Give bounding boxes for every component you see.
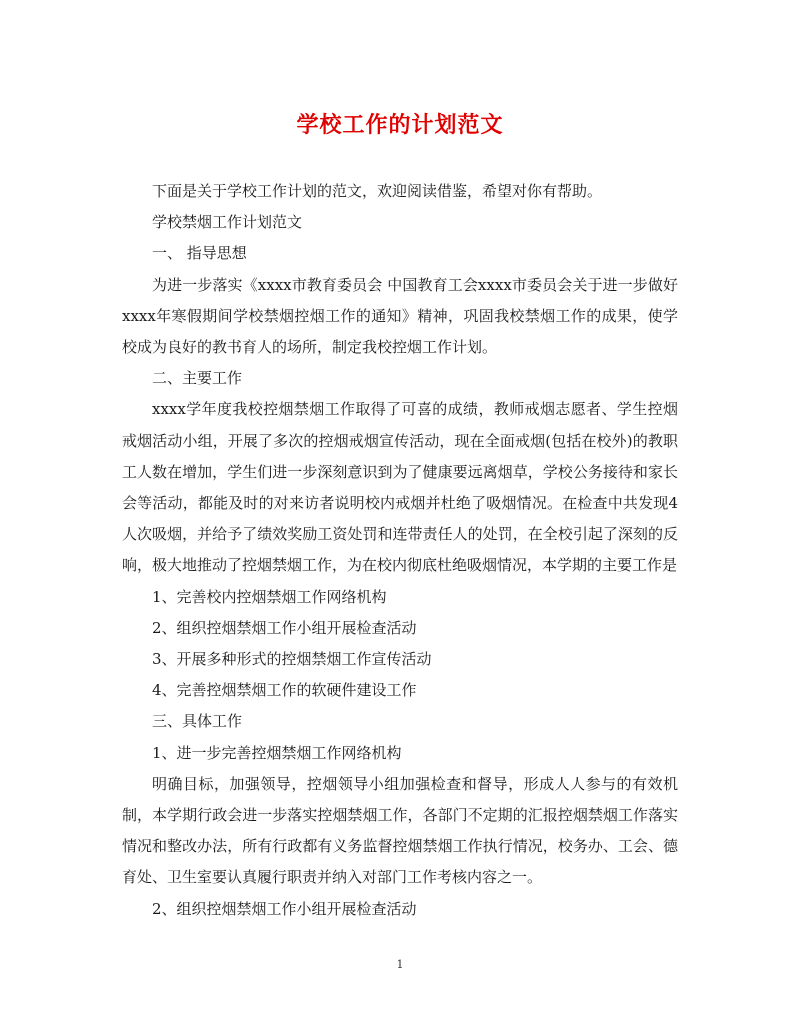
specific-work-item-2: 2、组织控烟禁烟工作小组开展检查活动	[152, 899, 417, 918]
document-title: 学校工作的计划范文	[296, 112, 504, 138]
intro-paragraph: 下面是关于学校工作计划的范文，欢迎阅读借鉴，希望对你有帮助。	[152, 182, 603, 200]
plan-subtitle: 学校禁烟工作计划范文	[152, 213, 303, 232]
section-heading-specific-work: 三、具体工作	[152, 712, 243, 731]
main-work-item-3: 3、开展多种形式的控烟禁烟工作宣传活动	[152, 650, 432, 669]
page-number: 1	[396, 958, 404, 971]
specific-work-item-1-paragraph: 明确目标，加强领导，控烟领导小组加强检查和督导，形成人人参与的有效机制，本学期行政会进一步落实控烟禁烟工作，各部门不定期的汇报控烟禁烟工作落实情况和整改办法，所有行政都有义务监督控烟禁烟工作执行情况，校务办、工会、德育处、卫生室要认真履行职责并纳入对部门工作考核内容之一。	[122, 774, 678, 887]
document-body	[122, 176, 678, 925]
section-heading-guiding-ideology: 一、 指导思想	[152, 244, 247, 263]
specific-work-item-1: 1、进一步完善控烟禁烟工作网络机构	[152, 743, 402, 762]
main-work-item-1: 1、完善校内控烟禁烟工作网络机构	[152, 587, 387, 606]
main-work-item-4: 4、完善控烟禁烟工作的软硬件建设工作	[152, 681, 417, 700]
guiding-ideology-paragraph: 为进一步落实《xxxx市教育委员会 中国教育工会xxxx市委员会关于进一步做好xxxx年寒假期间学校禁烟控烟工作的通知》精神，巩固我校禁烟工作的成果，使学校成为良好的教书育人的场所，制定我校控烟工作计划。	[122, 275, 678, 357]
main-work-item-2: 2、组织控烟禁烟工作小组开展检查活动	[152, 618, 417, 637]
main-work-paragraph: xxxx学年度我校控烟禁烟工作取得了可喜的成绩，教师戒烟志愿者、学生控烟戒烟活动小组，开展了多次的控烟戒烟宣传活动，现在全面戒烟(包括在校外)的教职工人数在增加，学生们进一步深刻意识到为了健康要远离烟草，学校公务接待和家长会等活动，都能及时的对来访者说明校内戒烟并杜绝了吸烟情况。在检查中共发现4人次吸烟，并给予了绩效奖励工资处罚和连带责任人的处罚，在全校引起了深刻的反响，极大地推动了控烟禁烟工作，为在校内彻底杜绝吸烟情况，本学期的主要工作是	[122, 400, 678, 575]
section-heading-main-work: 二、主要工作	[152, 369, 243, 388]
